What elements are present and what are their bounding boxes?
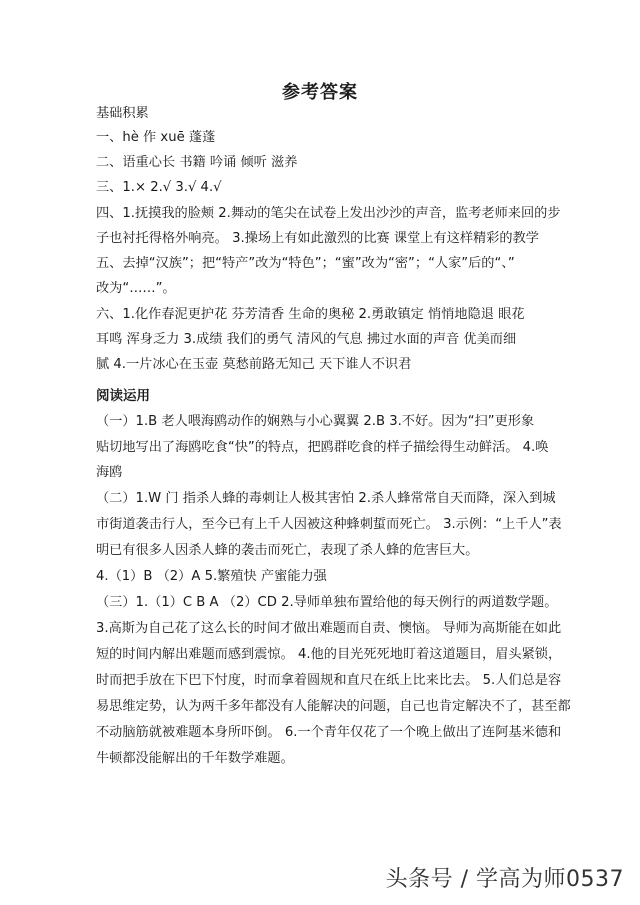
answer-line: 3.高斯为自己花了这么长的时间才做出难题而自责、懊恼。 导师为高斯能在如此: [96, 621, 562, 636]
answer-line: 不动脑筋就被难题本身所吓倒。 6.一个青年仅花了一个晚上做出了连阿基米德和: [96, 725, 562, 740]
section-heading-basic: 基础积累: [96, 106, 149, 121]
answer-line: 牛顿都没能解出的千年数学难题。: [96, 751, 294, 766]
answer-line: 二、语重心长 书籍 吟诵 倾听 滋养: [96, 155, 298, 170]
answer-line: 四、1.抚摸我的脸颊 2.舞动的笔尖在试卷上发出沙沙的声音，监考老师来回的步: [96, 206, 561, 221]
answer-line: （一）1.B 老人喂海鸥动作的娴熟与小心翼翼 2.B 3.不好。因为“扫”更形象: [96, 414, 535, 429]
answer-line: 耳鸣 浑身乏力 3.成绩 我们的勇气 清风的气息 拂过水面的声音 优美而细: [96, 332, 517, 347]
answer-line: （二）1.W 门 指杀人蜂的毒刺让人极其害怕 2.杀人蜂常常自天而降，深入到城: [96, 491, 556, 506]
answer-line: 子也衬托得格外响亮。 3.操场上有如此激烈的比赛 课堂上有这样精彩的教学: [96, 231, 539, 246]
answer-line: 4.（1）B （2）A 5.繁殖快 产蜜能力强: [96, 569, 327, 584]
answer-line: 一、hè 作 xuē 蓬蓬: [96, 130, 216, 145]
answer-line: 短的时间内解出难题而感到震惊。 4.他的目光死死地盯着这道题目，眉头紧锁，: [96, 647, 562, 662]
answer-line: 时而把手放在下巴下忖度，时而拿着圆规和直尺在纸上比来比去。 5.人们总是容: [96, 673, 562, 688]
answer-line: 明已有很多人因杀人蜂的袭击而死亡，表现了杀人蜂的危害巨大。: [96, 543, 479, 558]
answer-line: 改为“……”。: [96, 281, 176, 296]
answer-line: 六、1.化作春泥更护花 芬芳清香 生命的奥秘 2.勇敢镇定 悄悄地隐退 眼花: [96, 307, 525, 322]
answer-line: 市街道袭击行人，至今已有上千人因被这种蜂刺蜇而死亡。 3.示例：“上千人”表: [96, 517, 562, 532]
watermark-text: 头条号 / 学高为师0537: [385, 867, 624, 892]
answer-line: 海鸥: [96, 465, 123, 480]
answer-line: 五、去掉“汉族”；把“特产”改为“特色”；“蜜”改为“密”；“人家”后的“、”: [96, 256, 515, 271]
section-heading-reading: 阅读运用: [96, 388, 150, 404]
answer-line: 腻 4.一片冰心在玉壶 莫愁前路无知己 天下谁人不识君: [96, 357, 412, 372]
answer-line: （三）1.（1）C B A （2）CD 2.导师单独布置给他的每天例行的两道数学题。: [96, 595, 558, 610]
answer-line: 贴切地写出了海鸥吃食“快”的特点，把鸥群吃食的样子描绘得生动鲜活。 4.唤: [96, 440, 549, 455]
answer-line: 三、1.× 2.√ 3.√ 4.√: [96, 180, 222, 195]
answer-line: 易思维定势，认为两千多年都没有人能解决的问题，自己也肯定解决不了，甚至都: [96, 699, 571, 714]
page-title: 参考答案: [282, 82, 358, 103]
